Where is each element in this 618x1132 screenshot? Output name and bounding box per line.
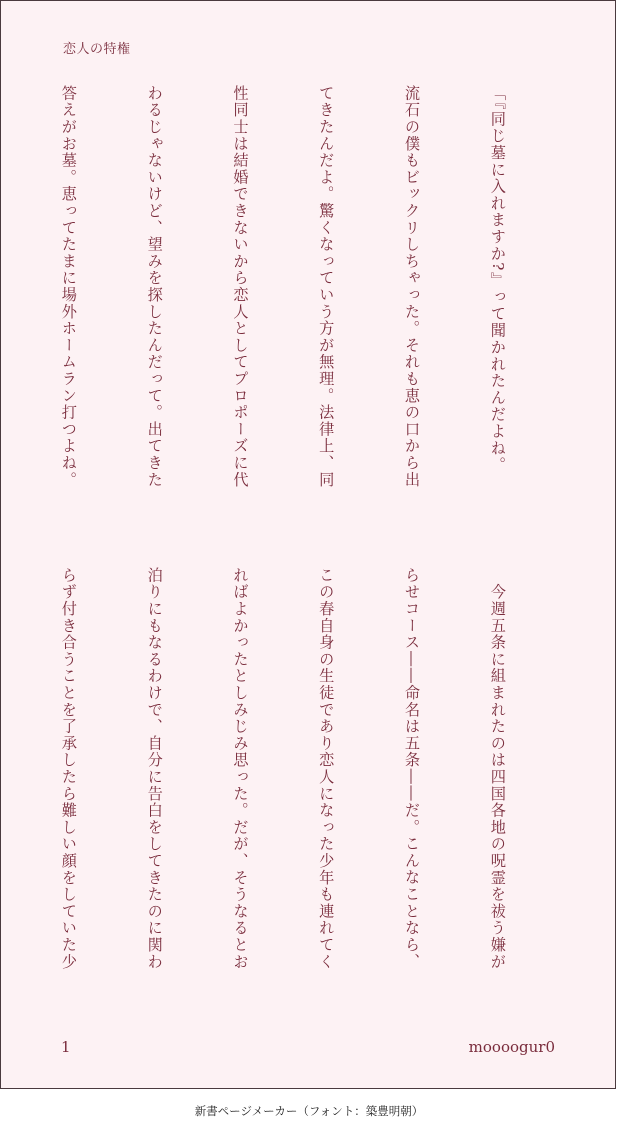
paragraph-line: わるじゃないけど、望みを探したんだって。出てきた [145,85,164,489]
page-number: 1 [61,1038,71,1056]
paragraph-line: この春自身の生徒であり恋人になった少年も連れてく [317,567,336,971]
author-name: moooogur0 [468,1038,555,1056]
paragraph-line: てきたんだよ。驚くなっていう方が無理。法律上、同 [317,85,336,489]
paragraph-line: 性同士は結婚できないから恋人としてプロポーズに代 [231,85,250,489]
paragraph-line: 泊りにもなるわけで、自分に告白をしてきたのに関わ [145,567,164,971]
paragraph-line: 「『同じ墓に入れますか?』って聞かれたんだよね。 [488,85,507,474]
text-block-top [39,85,569,525]
generator-credit: 新書ページメーカー（フォント：築豊明朝） [194,1104,424,1118]
paragraph-line: 今週五条に組まれたのは四国各地の呪霊を祓う嫌が [488,567,507,971]
running-title: 恋人の特権 [63,42,131,57]
paragraph-line: らず付き合うことを了承したら難しい顔をしていた少 [59,567,78,971]
paragraph-line: ればよかったとしみじみ思った。だが、そうなるとお [231,567,250,971]
paragraph-line: 流石の僕もビックリしちゃった。それも恵の口から出 [403,85,422,489]
paragraph-line: らせコース――命名は五条――だ。こんなことなら、 [403,567,422,971]
text-block-bottom [39,567,569,1007]
paragraph-line: 答えがお墓。恵ってたまに場外ホームラン打つよね。 [59,85,78,489]
